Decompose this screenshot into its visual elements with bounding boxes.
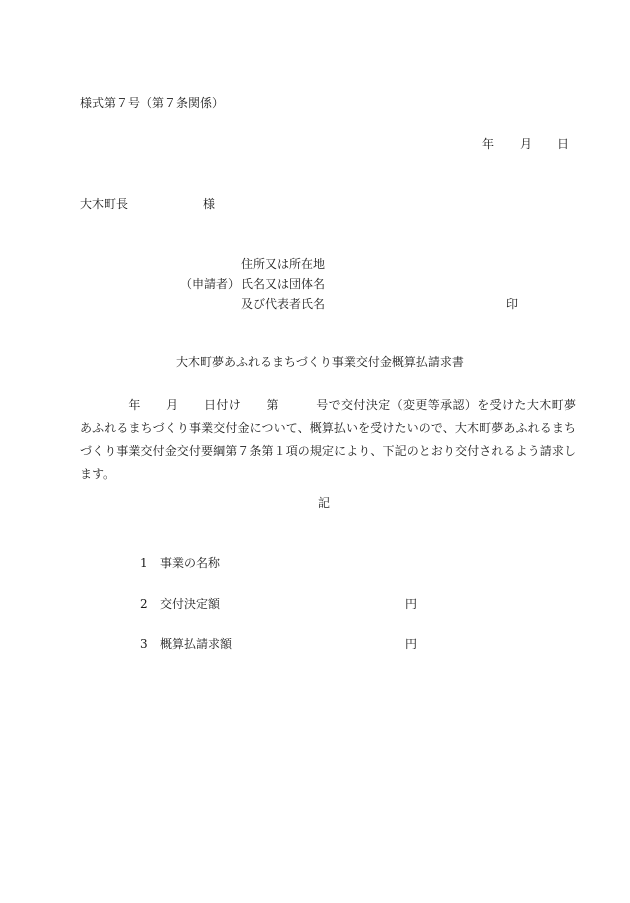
body-dated: 日付け bbox=[203, 398, 242, 412]
body-year: 年 bbox=[128, 398, 141, 412]
item-unit: 円 bbox=[405, 597, 418, 611]
item-number: 3 bbox=[140, 637, 148, 651]
item-label: 概算払請求額 bbox=[160, 637, 233, 651]
document-title: 大木町夢あふれるまちづくり事業交付金概算払請求書 bbox=[176, 355, 464, 369]
applicant-rep-label: 及び代表者氏名 bbox=[241, 297, 326, 311]
body-dai: 第 bbox=[266, 398, 279, 412]
date-year: 年 bbox=[482, 137, 495, 151]
applicant-label: （申請者） bbox=[180, 277, 241, 291]
seal-mark: 印 bbox=[506, 297, 519, 311]
list-item bbox=[140, 638, 232, 650]
item-unit: 円 bbox=[405, 637, 418, 651]
addressee-honorific: 様 bbox=[203, 197, 216, 211]
date-day: 日 bbox=[557, 137, 570, 151]
form-number: 様式第７号（第７条関係） bbox=[80, 96, 225, 110]
request-body bbox=[80, 394, 576, 486]
item-number: 2 bbox=[140, 597, 148, 611]
item-number: 1 bbox=[140, 556, 148, 570]
applicant-name-label: 氏名又は団体名 bbox=[241, 277, 326, 291]
date-month: 月 bbox=[520, 137, 533, 151]
body-month: 月 bbox=[165, 398, 179, 412]
applicant-address-label: 住所又は所在地 bbox=[241, 257, 326, 271]
ki-heading: 記 bbox=[318, 496, 331, 510]
item-label: 交付決定額 bbox=[160, 597, 221, 611]
addressee-name: 大木町長 bbox=[80, 197, 129, 211]
list-item bbox=[140, 557, 220, 569]
item-label: 事業の名称 bbox=[160, 556, 221, 570]
list-item bbox=[140, 598, 220, 610]
body-text: 号で交付決定（変更等承認）を受けた大木町夢あふれるまちづくり事業交付金について、概算払いを受けたいので、大木町夢あふれるまちづくり事業交付金交付要綱第７条第１項の規定により、下記のとおり交付されるよう請求します。 bbox=[80, 398, 576, 481]
